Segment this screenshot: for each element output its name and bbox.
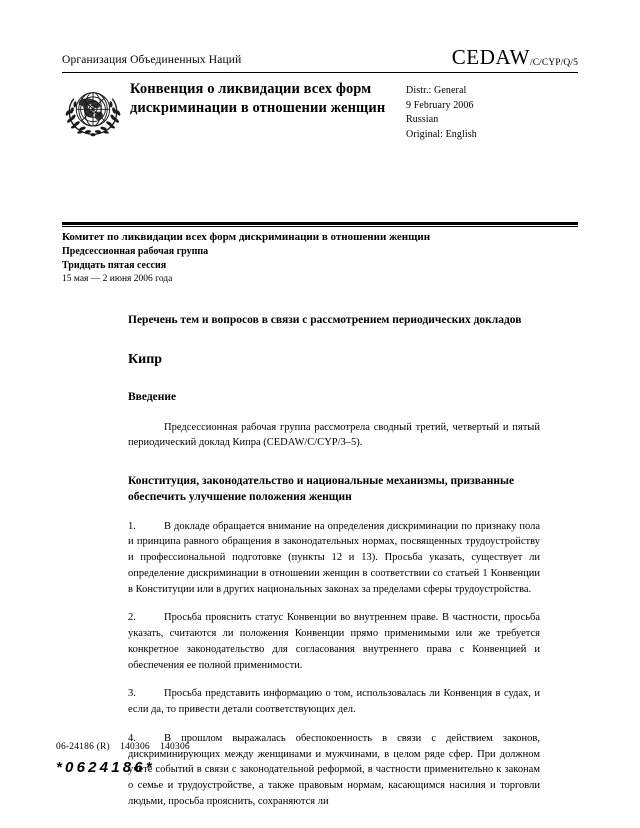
committee-block <box>62 230 462 287</box>
numbered-paragraph <box>128 686 540 718</box>
paragraph-text: В докладе обращается внимание на определения дискриминации по признаку пола и принципа равного обращения в законодательных нормах, посвященных трудоустройству и профессиональной подготовке (пункты 12 и 13). Просьба указать, существует ли определение дискриминации в отношении женщин в соответствии со статьей 1 Конвенции в Конституции или в других национальных законах за пределами сферы трудоустройства. <box>128 520 540 595</box>
paragraph-text: Просьба представить информацию о том, использовалась ли Конвенция в судах, и если да, то привести детали соответствующих дел. <box>128 688 540 716</box>
distribution-original: Original: English <box>406 128 477 140</box>
numbered-paragraph <box>128 610 540 673</box>
committee-dates: 15 мая — 2 июня 2006 года <box>62 273 173 284</box>
title-block <box>62 80 578 144</box>
document-symbol-suffix: /C/CYP/Q/5 <box>530 58 578 68</box>
un-emblem-icon <box>62 82 124 144</box>
organization-name: Организация Объединенных Наций <box>62 54 242 67</box>
document-body <box>128 313 540 810</box>
paragraph-number: 1. <box>128 520 136 532</box>
committee-working-group: Предсессионная рабочая группа <box>62 245 209 257</box>
barcode-text: *0624186* <box>56 759 155 777</box>
distribution-type: Distr.: General <box>406 85 467 96</box>
section-rule-heavy <box>62 222 578 225</box>
paragraph-text: Просьба прояснить статус Конвенции во внутреннем праве. В частности, просьба указать, считаются ли положения Конвенции прямо применимыми или же требуется конкретное законодательство для согласования внутреннего права с Конвенцией и обеспечения ее полной применимости. <box>128 612 540 671</box>
document-symbol-main: CEDAW <box>451 45 530 69</box>
committee-name: Комитет по ликвидации всех форм дискриминации в отношении женщин <box>62 231 431 243</box>
section-rule-thin <box>62 226 578 227</box>
distribution-block <box>406 84 578 142</box>
document-heading: Перечень тем и вопросов в связи с рассмотрением периодических докладов <box>128 314 522 326</box>
masthead-divider <box>62 72 578 73</box>
paragraph-number: 4. <box>128 732 136 744</box>
section-heading: Конституция, законодательство и национальные механизмы, призванные обеспечить улучшение положения женщин <box>128 475 515 504</box>
masthead-top-row <box>62 44 578 68</box>
paragraph-number: 3. <box>128 688 136 700</box>
distribution-date: 9 February 2006 <box>406 99 474 111</box>
introduction-heading: Введение <box>128 391 177 404</box>
paragraph-number: 2. <box>128 612 136 624</box>
convention-title: Конвенция о ликвидации всех форм дискриминации в отношении женщин <box>130 81 386 117</box>
document-symbol <box>452 47 578 68</box>
masthead <box>62 44 578 73</box>
committee-session: Тридцать пятая сессия <box>62 259 167 271</box>
paragraph-text: В прошлом выражалась обеспокоенность в связи с действием законов, дискриминирующих между женщинами и мужчинами, в целом ряде сфер. При должном учете событий в связи с законодательной реформой, в частности применительно к законам о семье и трудоустройстве, а также правовым нормам, касающимся насилия и торговли людьми, просьба прояснить, сохраняются ли <box>128 732 540 807</box>
numbered-paragraph <box>128 519 540 598</box>
country-name: Кипр <box>128 351 163 367</box>
job-number: 06-24186 (R) 140306 140306 <box>56 742 190 752</box>
page-footer <box>56 741 456 778</box>
introduction-paragraph: Предсессионная рабочая группа рассмотрела сводный третий, четвертый и пятый периодический доклад Кипра (CEDAW/C/CYP/3–5). <box>128 421 540 449</box>
distribution-language: Russian <box>406 114 439 125</box>
